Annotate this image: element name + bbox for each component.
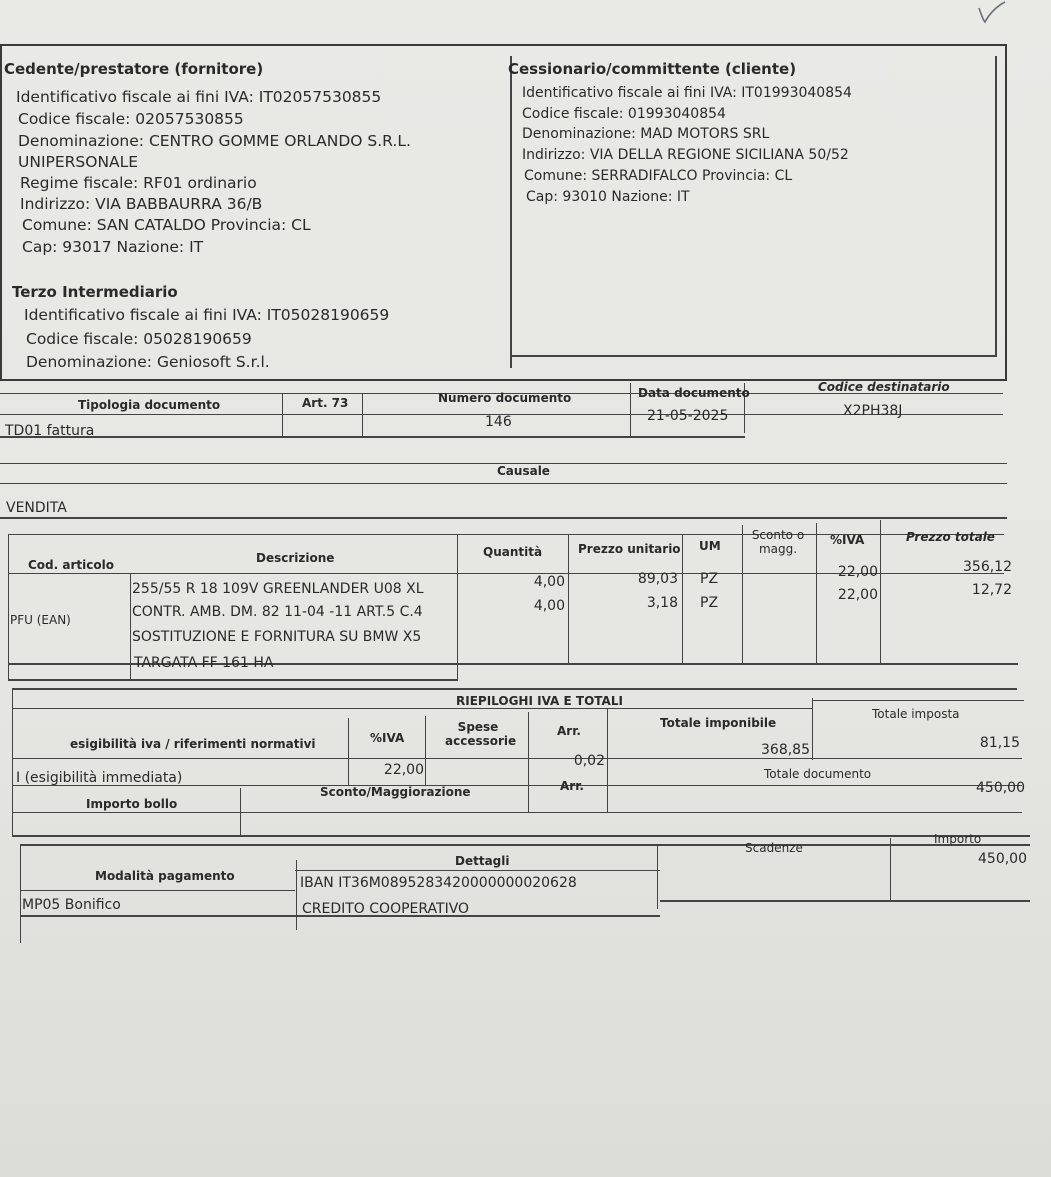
supplier-tax-regime: Regime fiscale: RF01 ordinario <box>20 174 257 192</box>
payment-due-header: Scadenze <box>745 841 803 855</box>
customer-tax-code: Codice fiscale: 01993040854 <box>522 106 726 122</box>
summary-discount-header: Sconto/Maggiorazione <box>320 785 471 799</box>
items-total-header: Prezzo totale <box>906 530 995 544</box>
summary-expenses-header: Spese accessorie <box>445 720 517 748</box>
summary-vat-header: %IVA <box>370 731 405 745</box>
item-description: CONTR. AMB. DM. 82 11-04 -11 ART.5 C.4 <box>132 604 423 620</box>
summary-esig-header: esigibilità iva / riferimenti normativi <box>70 737 316 751</box>
item-code: PFU (EAN) <box>10 613 71 627</box>
summary-top-line <box>12 688 1017 690</box>
item-quantity: 4,00 <box>533 598 565 614</box>
causale-mid-line <box>0 483 1007 484</box>
item-quantity: 4,00 <box>533 574 565 590</box>
parties-divider <box>510 56 512 368</box>
intermediary-vat: Identificativo fiscale ai fini IVA: IT05028190659 <box>24 306 390 324</box>
customer-name: Denominazione: MAD MOTORS SRL <box>522 126 770 142</box>
causale-bottom-line <box>0 517 1007 519</box>
summary-doc-total-header: Totale documento <box>764 767 872 781</box>
item-description: 255/55 R 18 109V GREENLANDER U08 XL <box>132 581 424 597</box>
intermediary-title: Terzo Intermediario <box>12 283 178 301</box>
intermediary-tax-code: Codice fiscale: 05028190659 <box>26 330 252 348</box>
doc-art73-header: Art. 73 <box>302 396 349 410</box>
supplier-title: Cedente/prestatore (fornitore) <box>4 60 264 78</box>
items-col-sep-2 <box>457 534 458 681</box>
customer-box-bottom <box>510 355 997 357</box>
supplier-city: Comune: SAN CATALDO Provincia: CL <box>22 216 311 234</box>
items-col-sep-3 <box>568 534 569 664</box>
summary-vat-value: 22,00 <box>383 762 424 778</box>
payment-top-line <box>20 844 1030 846</box>
payment-header-line <box>20 890 295 891</box>
customer-address: Indirizzo: VIA DELLA REGIONE SICILIANA 50/52 <box>522 147 849 163</box>
payment-amount-value: 450,00 <box>978 851 1027 867</box>
doc-recipient-code-value: X2PH38J <box>843 403 903 419</box>
summary-left <box>12 688 13 837</box>
customer-cap: Cap: 93010 Nazione: IT <box>526 189 690 205</box>
summary-col-5 <box>812 698 813 760</box>
summary-col-bollo <box>240 788 241 835</box>
payment-col-3 <box>890 838 891 900</box>
summary-col-1 <box>348 718 349 786</box>
summary-arr2-header: Arr. <box>560 779 584 793</box>
payment-details-header: Dettagli <box>455 854 510 868</box>
items-col-sep-6 <box>816 523 817 663</box>
customer-title: Cessionario/committente (cliente) <box>508 60 797 78</box>
causale-value: VENDITA <box>6 500 67 516</box>
summary-header-line <box>12 758 1022 759</box>
doc-sep-2 <box>362 393 363 437</box>
customer-vat: Identificativo fiscale ai fini IVA: IT01993040854 <box>522 85 852 101</box>
supplier-name-cont: UNIPERSONALE <box>18 153 139 171</box>
payment-header-line-2 <box>295 870 660 871</box>
items-col-sep-4 <box>682 534 683 664</box>
item-total: 356,12 <box>963 559 1012 575</box>
item-unit-price: 89,03 <box>637 571 678 587</box>
summary-col-4 <box>607 708 608 812</box>
supplier-vat: Identificativo fiscale ai fini IVA: IT02057530855 <box>16 88 382 106</box>
items-um-header: UM <box>699 539 721 553</box>
summary-row2-line <box>12 812 1022 813</box>
items-col-sep-7 <box>880 520 881 663</box>
summary-col-2 <box>425 716 426 786</box>
item-um: PZ <box>700 595 719 611</box>
item-vat: 22,00 <box>837 587 878 603</box>
customer-box-right <box>995 56 997 357</box>
items-code-header: Cod. articolo <box>28 558 114 572</box>
doc-type-header: Tipologia documento <box>78 398 221 412</box>
summary-tax-value: 81,15 <box>979 735 1020 751</box>
item-um: PZ <box>700 571 719 587</box>
checkmark-icon <box>975 0 1009 26</box>
summary-title: RIEPILOGHI IVA E TOTALI <box>456 694 623 708</box>
doc-number-header: Numero documento <box>438 391 572 405</box>
payment-bank: CREDITO COOPERATIVO <box>302 901 470 917</box>
doc-number-value: 146 <box>485 414 512 430</box>
doc-recipient-code-header: Codice destinatario <box>818 380 950 394</box>
item-unit-price: 3,18 <box>646 595 678 611</box>
summary-taxable-header: Totale imponibile <box>660 716 777 730</box>
customer-city: Comune: SERRADIFALCO Provincia: CL <box>524 168 793 184</box>
item-total: 12,72 <box>971 582 1012 598</box>
summary-title-line-2 <box>812 700 1024 701</box>
supplier-cap: Cap: 93017 Nazione: IT <box>22 238 204 256</box>
items-desc-header: Descrizione <box>256 551 335 565</box>
summary-title-line <box>12 708 812 709</box>
summary-arr-value: 0,02 <box>573 753 605 769</box>
payment-bottom-line-2 <box>660 900 1030 902</box>
payment-amount-header: Importo <box>934 832 982 846</box>
summary-doc-total-value: 450,00 <box>976 780 1025 796</box>
summary-taxable-value: 368,85 <box>761 742 810 758</box>
payment-method-header: Modalità pagamento <box>95 869 235 883</box>
doc-date-value: 21-05-2025 <box>647 408 729 424</box>
items-vat-header: %IVA <box>830 533 865 547</box>
summary-col-3 <box>528 712 529 812</box>
supplier-address: Indirizzo: VIA BABBAURRA 36/B <box>20 195 263 213</box>
items-price-header: Prezzo unitario <box>578 542 681 556</box>
causale-header: Causale <box>497 464 550 478</box>
payment-method-value: MP05 Bonifico <box>22 897 121 913</box>
payment-left <box>20 845 21 943</box>
payment-col-1 <box>296 860 297 930</box>
summary-esig-value: I (esigibilità immediata) <box>16 770 183 786</box>
doc-sep-3 <box>630 383 631 437</box>
item-note-line-2: TARGATA FF 161 HA <box>134 655 274 671</box>
summary-stamp-header: Importo bollo <box>86 797 178 811</box>
items-discount-header: Sconto o magg. <box>751 528 805 556</box>
summary-bottom-line <box>12 835 1030 837</box>
doc-bottom-line <box>0 436 745 438</box>
items-desc-bottom <box>8 679 458 681</box>
doc-sep-1 <box>282 393 283 437</box>
summary-tax-header: Totale imposta <box>872 707 960 721</box>
intermediary-name: Denominazione: Geniosoft S.r.l. <box>26 353 270 371</box>
doc-type-value: TD01 fattura <box>5 423 95 439</box>
doc-date-header: Data documento <box>638 386 750 400</box>
summary-arr-header: Arr. <box>557 724 581 738</box>
items-col-sep-0 <box>8 534 9 681</box>
items-col-sep-1 <box>130 573 131 681</box>
supplier-name: Denominazione: CENTRO GOMME ORLANDO S.R.L. <box>18 132 411 150</box>
items-qty-header: Quantità <box>483 545 543 559</box>
item-vat: 22,00 <box>837 564 878 580</box>
supplier-tax-code: Codice fiscale: 02057530855 <box>18 110 244 128</box>
items-col-sep-5 <box>742 525 743 663</box>
payment-iban: IBAN IT36M0895283420000000020628 <box>300 875 577 891</box>
item-note-line-1: SOSTITUZIONE E FORNITURA SU BMW X5 <box>132 629 422 645</box>
payment-col-2 <box>657 845 658 909</box>
